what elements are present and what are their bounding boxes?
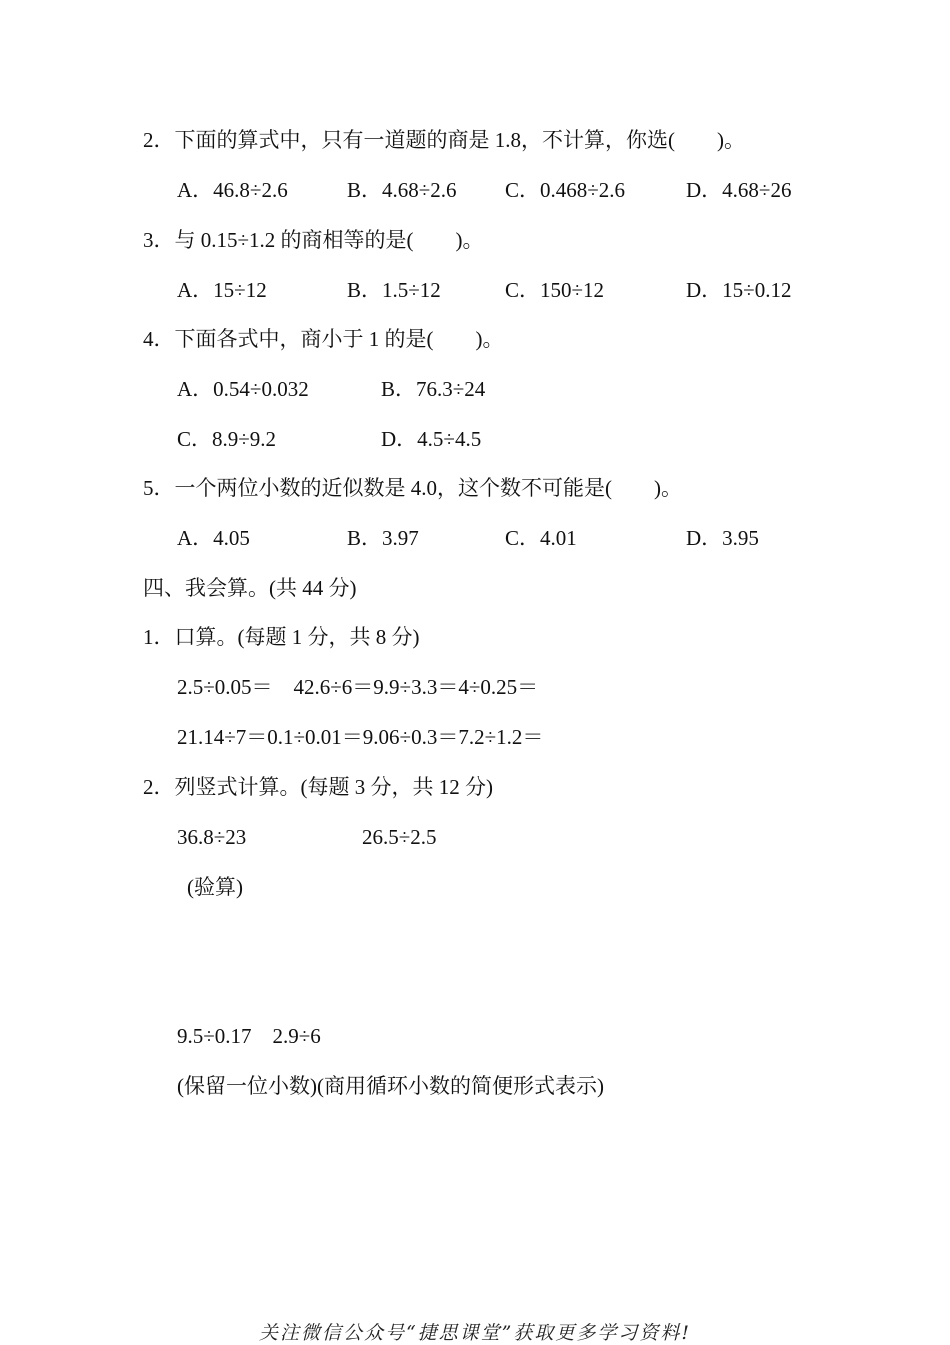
question-4-option-a: A．0.54÷0.032 [177,377,309,401]
question-3-option-d: D．15÷0.12 [686,278,792,302]
question-5-option-a: A．4.05 [177,526,250,550]
question-4-stem: 4．下面各式中，商小于 1 的是( )。 [143,327,504,351]
part-1-title: 1．口算。(每题 1 分，共 8 分) [143,625,420,649]
question-5-option-c: C．4.01 [505,526,577,550]
question-2-option-b: B．4.68÷2.6 [347,178,457,202]
question-3-option-c: C．150÷12 [505,278,605,302]
question-4-option-d: D．4.5÷4.5 [381,427,482,451]
check-label: (验算) [187,875,243,899]
question-2-option-c: C．0.468÷2.6 [505,178,626,202]
question-2-option-a: A．46.8÷2.6 [177,178,288,202]
section-heading: 四、我会算。(共 44 分) [143,576,357,600]
question-4-option-b: B．76.3÷24 [381,377,486,401]
question-2-option-d: D．4.68÷26 [686,178,792,202]
vertical-calc-note: (保留一位小数)(商用循环小数的简便形式表示) [177,1074,604,1098]
question-4-option-c: C．8.9÷9.2 [177,427,277,451]
vertical-calc-item-1: 36.8÷23 [177,825,247,849]
part-2-title: 2．列竖式计算。(每题 3 分，共 12 分) [143,775,493,799]
question-3-stem: 3．与 0.15÷1.2 的商相等的是( )。 [143,228,484,252]
question-5-stem: 5．一个两位小数的近似数是 4.0，这个数不可能是( )。 [143,476,682,500]
mental-math-row-1: 2.5÷0.05＝ 42.6÷6＝9.9÷3.3＝4÷0.25＝ [177,675,539,699]
question-3-option-b: B．1.5÷12 [347,278,441,302]
question-5-option-b: B．3.97 [347,526,419,550]
footer-watermark: 关注微信公众号“捷思课堂”获取更多学习资料! [258,1322,692,1344]
vertical-calc-item-2: 26.5÷2.5 [362,825,437,849]
question-5-option-d: D．3.95 [686,526,759,550]
mental-math-row-2: 21.14÷7＝0.1÷0.01＝9.06÷0.3＝7.2÷1.2＝ [177,725,544,749]
vertical-calc-items-3-4: 9.5÷0.17 2.9÷6 [177,1024,321,1048]
question-2-stem: 2．下面的算式中，只有一道题的商是 1.8，不计算，你选( )。 [143,128,745,152]
question-3-option-a: A．15÷12 [177,278,267,302]
